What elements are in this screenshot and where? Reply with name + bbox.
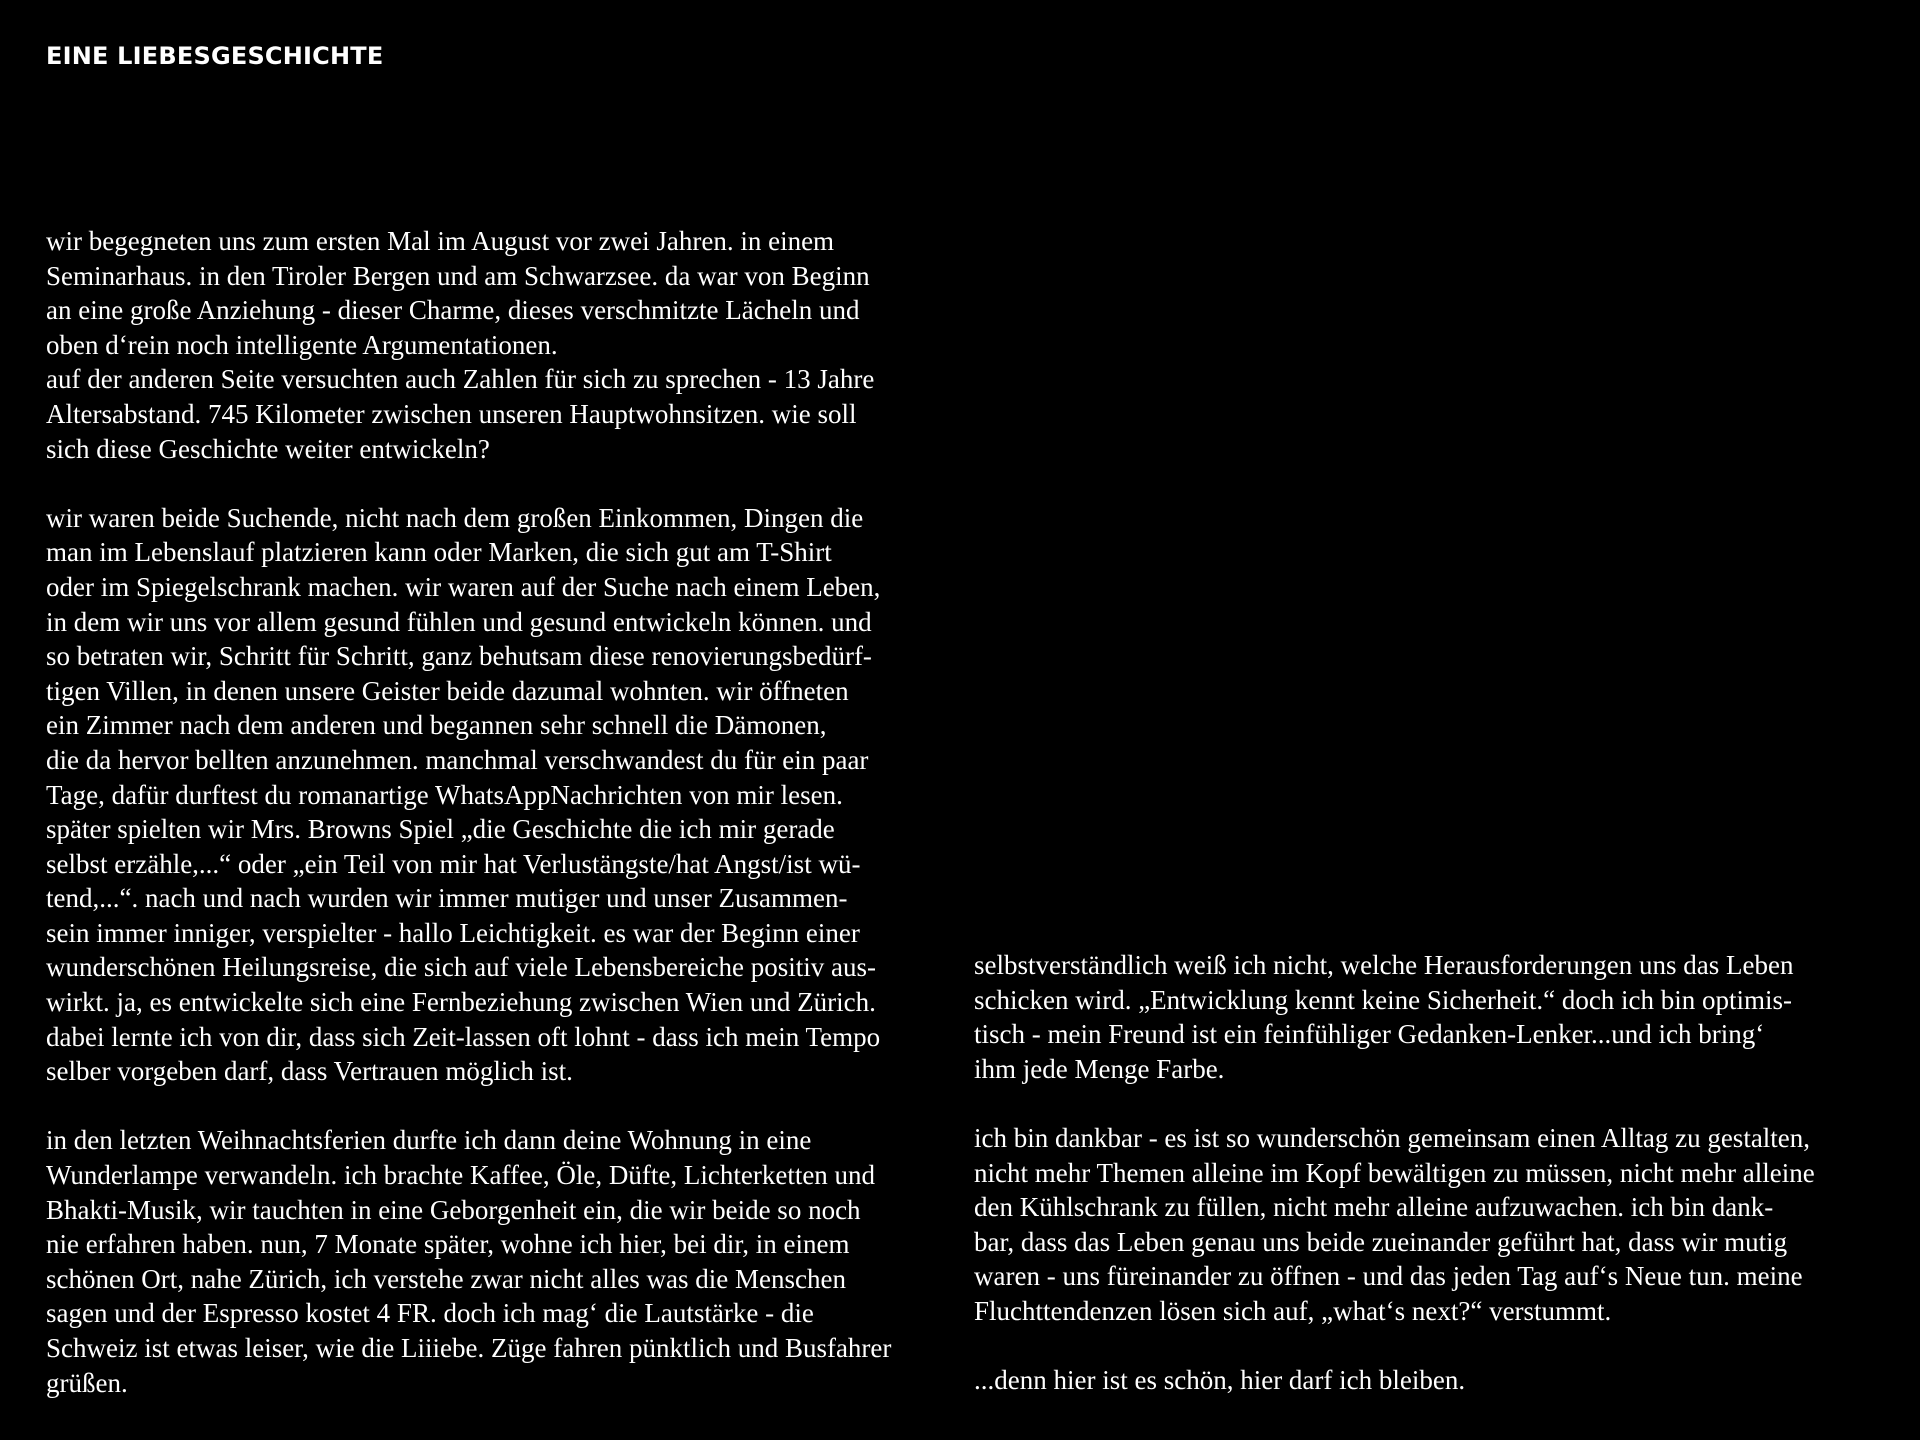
paragraph-gratitude [974, 1121, 1874, 1329]
text-line: den Kühlschrank zu füllen, nicht mehr alleine aufzuwachen. ich bin dank- [974, 1192, 1774, 1223]
text-line: Tage, dafür durftest du romanartige WhatsAppNachrichten von mir lesen. [46, 779, 843, 810]
text-line: sich diese Geschichte weiter entwickeln? [46, 433, 490, 464]
text-line: grüßen. [46, 1367, 128, 1398]
text-line: so betraten wir, Schritt für Schritt, ganz behutsam diese renovierungsbedürf- [46, 641, 872, 672]
text-line: ich bin dankbar - es ist so wunderschön gemeinsam einen Alltag zu gestalten, [974, 1122, 1811, 1153]
paragraph-christmas [46, 1123, 962, 1400]
right-text-column [974, 948, 1874, 1398]
left-text-column [46, 224, 962, 1400]
text-line: wir begegneten uns zum ersten Mal im August vor zwei Jahren. in einem [46, 226, 835, 256]
text-line: Bhakti-Musik, wir tauchten in eine Geborgenheit ein, die wir beide so noch [46, 1194, 861, 1225]
text-line: tend,...“. nach und nach wurden wir immer mutiger und unser Zusammen- [46, 883, 848, 914]
text-line: oder im Spiegelschrank machen. wir waren auf der Suche nach einem Leben, [46, 571, 881, 602]
text-line: dabei lernte ich von dir, dass sich Zeit-lassen oft lohnt - dass ich mein Tempo [46, 1021, 881, 1052]
paragraph-searching [46, 501, 962, 1089]
paragraph-first-meeting [46, 224, 962, 466]
text-line: Seminarhaus. in den Tiroler Bergen und am Schwarzsee. da war von Beginn [46, 260, 870, 291]
text-line: bar, dass das Leben genau uns beide zueinander geführt hat, dass wir mutig [974, 1226, 1788, 1257]
text-line: sein immer inniger, verspielter - hallo Leichtigkeit. es war der Beginn einer [46, 917, 860, 948]
text-line: Schweiz ist etwas leiser, wie die Liiiebe. Züge fahren pünktlich und Busfahrer [46, 1333, 892, 1363]
text-line: Fluchttendenzen lösen sich auf, „what‘s next?“ verstummt. [974, 1295, 1612, 1326]
text-line: waren - uns füreinander zu öffnen - und das jeden Tag auf‘s Neue tun. meine [974, 1261, 1803, 1292]
text-line: in den letzten Weihnachtsferien durfte ich dann deine Wohnung in eine [46, 1125, 812, 1156]
text-line: in dem wir uns vor allem gesund fühlen und gesund entwickeln können. und [46, 606, 872, 637]
text-line: wunderschönen Heilungsreise, die sich auf viele Lebensbereiche positiv aus- [46, 952, 876, 983]
text-line: nicht mehr Themen alleine im Kopf bewältigen zu müssen, nicht mehr alleine [974, 1157, 1815, 1188]
text-line: Altersabstand. 745 Kilometer zwischen unseren Hauptwohnsitzen. wie soll [46, 398, 857, 429]
text-line: wirkt. ja, es entwickelte sich eine Fernbeziehung zwischen Wien und Zürich. [46, 987, 876, 1018]
text-line: sagen und der Espresso kostet 4 FR. doch ich mag‘ die Lautstärke - die [46, 1298, 814, 1329]
text-line: man im Lebenslauf platzieren kann oder Marken, die sich gut am T-Shirt [46, 537, 832, 568]
text-line: Wunderlampe verwandeln. ich brachte Kaffee, Öle, Düfte, Lichterketten und [46, 1160, 876, 1191]
text-line: schönen Ort, nahe Zürich, ich verstehe zwar nicht alles was die Menschen [46, 1263, 846, 1294]
text-line: die da hervor bellten anzunehmen. manchmal verschwandest du für ein paar [46, 744, 869, 775]
text-line: oben d‘rein noch intelligente Argumentationen. [46, 329, 558, 360]
text-line: wir waren beide Suchende, nicht nach dem großen Einkommen, Dingen die [46, 502, 864, 533]
text-line: ihm jede Menge Farbe. [974, 1053, 1225, 1084]
text-line: nie erfahren haben. nun, 7 Monate später, wohne ich hier, bei dir, in einem [46, 1229, 850, 1260]
text-line: ein Zimmer nach dem anderen und begannen sehr schnell die Dämonen, [46, 710, 827, 741]
text-line: selber vorgeben darf, dass Vertrauen möglich ist. [46, 1056, 573, 1087]
paragraph-future [974, 948, 1874, 1086]
text-line: tisch - mein Freund ist ein feinfühliger Gedanken-Lenker...und ich bring‘ [974, 1019, 1765, 1050]
text-line: tigen Villen, in denen unsere Geister beide dazumal wohnten. wir öffneten [46, 675, 849, 706]
text-line: an eine große Anziehung - dieser Charme, dieses verschmitzte Lächeln und [46, 295, 860, 326]
text-line: ...denn hier ist es schön, hier darf ich bleiben. [974, 1365, 1466, 1396]
text-line: selbstverständlich weiß ich nicht, welche Herausforderungen uns das Leben [974, 950, 1794, 980]
paragraph-closing [974, 1363, 1874, 1398]
page-title: EINE LIEBESGESCHICHTE [46, 42, 384, 70]
text-line: auf der anderen Seite versuchten auch Zahlen für sich zu sprechen - 13 Jahre [46, 364, 875, 395]
text-line: selbst erzähle,...“ oder „ein Teil von mir hat Verlustängste/hat Angst/ist wü- [46, 848, 861, 879]
text-line: später spielten wir Mrs. Browns Spiel „die Geschichte die ich mir gerade [46, 814, 835, 845]
text-line: schicken wird. „Entwicklung kennt keine Sicherheit.“ doch ich bin optimis- [974, 984, 1793, 1015]
